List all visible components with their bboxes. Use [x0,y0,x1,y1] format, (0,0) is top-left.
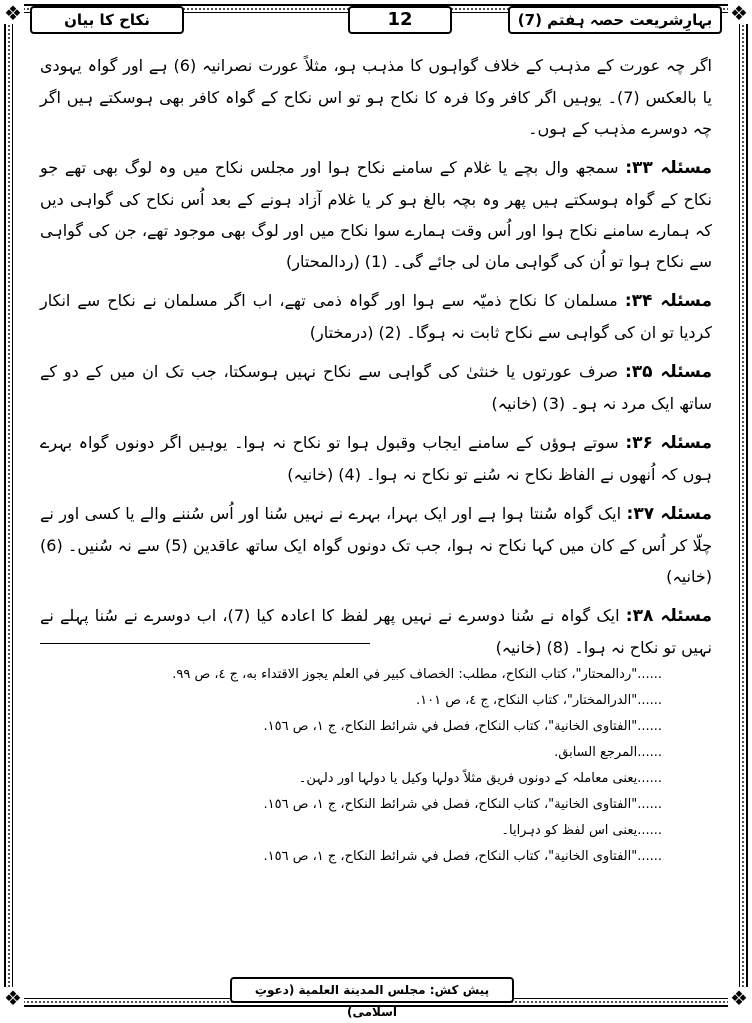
book-title: بہارِشریعت حصہ ہفتم (7) [508,6,722,34]
corner-ornament-icon: ❖ [728,987,750,1009]
footnote: ......یعنی اس لفظ کو دہرایا۔ [501,823,662,838]
paragraph: اگر چہ عورت کے مذہب کے خلاف گواہوں کا مذہب ہو، مثلاً عورت نصرانیہ (6) ہے اور گواہ یہودی یا بالعکس (7)۔ یوہیں اگر کافر وکا فرہ کا نکاح ہو تو اس نکاح کے گواہ کافر بھی ہوسکتے ہیں اگر چہ دوسرے مذہب کے ہوں۔ [40,56,713,138]
corner-ornament-icon: ❖ [728,2,750,24]
masala-34: مسئلہ ۳۴: مسلمان کا نکاح ذمیّہ سے ہوا اور گواہ ذمی تھے، اب اگر مسلمان نے نکاح سے انکار کردیا تو ان کی گواہی سے نکاح ثابت نہ ہوگا۔ (2) (درمختار) [40,291,712,342]
masala-38: مسئلہ ۳۸: ایک گواہ نے سُنا دوسرے نے نہیں پھر لفظ کا اعادہ کیا (7)، اب دوسرے نے سُنا پہلے نے نہیں تو نکاح نہ ہوا۔ (8) (خانیہ) [40,606,713,657]
masala-heading: مسئلہ ۳۸: [625,606,713,626]
chapter-title: نکاح کا بیان [30,6,184,34]
masala-36: مسئلہ ۳۶: سوتے ہوؤں کے سامنے ایجاب وقبول ہوا تو نکاح نہ ہوا۔ یوہیں اگر دونوں گواہ بہرے ہوں کہ اُنھوں نے الفاظ نکاح نہ سُنے تو نکاح نہ ہوا۔ (4) (خانیہ) [40,433,712,484]
footnote: ......یعنی معاملہ کے دونوں فریق مثلاً دولہا وکیل یا دولہا اور دلہن۔ [298,771,662,786]
footnotes [40,662,662,870]
masala-heading: مسئلہ ۳۷: [626,504,713,524]
footnote: ......"الفتاوى الخانية"، كتاب النكاح، فصل في شرائط النكاح، ج ١، ص ١٥٦. [263,797,662,812]
footnote: ......المرجع السابق. [554,745,662,760]
footnote: ......"الدرالمختار"، كتاب النكاح، ج ٤، ص ١٠١. [416,693,662,708]
page-number: 12 [348,6,452,34]
page-header [30,6,722,32]
masala-heading: مسئلہ ۳۶: [625,433,712,453]
corner-ornament-icon: ❖ [2,987,24,1009]
masala-33: مسئلہ ۳۳: سمجھ وال بچے یا غلام کے سامنے نکاح ہوا اور مجلس نکاح میں وہ لوگ بھی تھے جو نکاح کے گواہ ہوسکتے ہیں پھر وہ بچہ بالغ ہو کر یا غلام آزاد ہونے کے بعد اُس نکاح کی گواہی دیں کہ ہمارے سامنے نکاح ہوا اور اُس وقت ہمارے سوا نکاح میں اور لوگ بھی موجود تھے، جن کی گواہی سے نکاح ہوا تو اُن کی گواہی مان لی جائے گی۔ (1) (ردالمحتار) [40,158,713,271]
masala-heading: مسئلہ ۳۴: [624,291,712,311]
masala-heading: مسئلہ ۳۵: [624,362,712,382]
footnote: ......"ردالمحتار"، كتاب النكاح، مطلب: الخصاف كبير في العلم يجوز الاقتداء به، ج ٤، ص ٩٩. [172,667,662,682]
footnote: ......"الفتاوى الخانية"، كتاب النكاح، فصل في شرائط النكاح، ج ١، ص ١٥٦. [263,849,662,864]
masala-37: مسئلہ ۳۷: ایک گواہ سُنتا ہوا ہے اور ایک بہرا، بہرے نے نہیں سُنا اور اُس سُننے والے یا کسی اور نے چلّا کر اُس کے کان میں کہا نکاح نہ ہوا، جب تک دونوں گواہ ایک ساتھ عاقدین (5) سے نہ سُنیں۔ (6) (خانیہ) [40,504,713,586]
corner-ornament-icon: ❖ [2,2,24,24]
footnote: ......"الفتاوى الخانية"، كتاب النكاح، فصل في شرائط النكاح، ج ١، ص ١٥٦. [263,719,662,734]
main-text [40,50,712,671]
footnote-divider [40,643,370,644]
publisher-footer: پیش کش: مجلس المدينة العلمية (دعوتِ اسلامی) [230,977,514,1003]
masala-35: مسئلہ ۳۵: صرف عورتوں یا خنثیٰ کی گواہی سے نکاح نہیں ہوسکتا، جب تک ان میں کے دو کے ساتھ ایک مرد نہ ہو۔ (3) (خانیہ) [40,362,712,413]
masala-heading: مسئلہ ۳۳: [625,158,713,178]
